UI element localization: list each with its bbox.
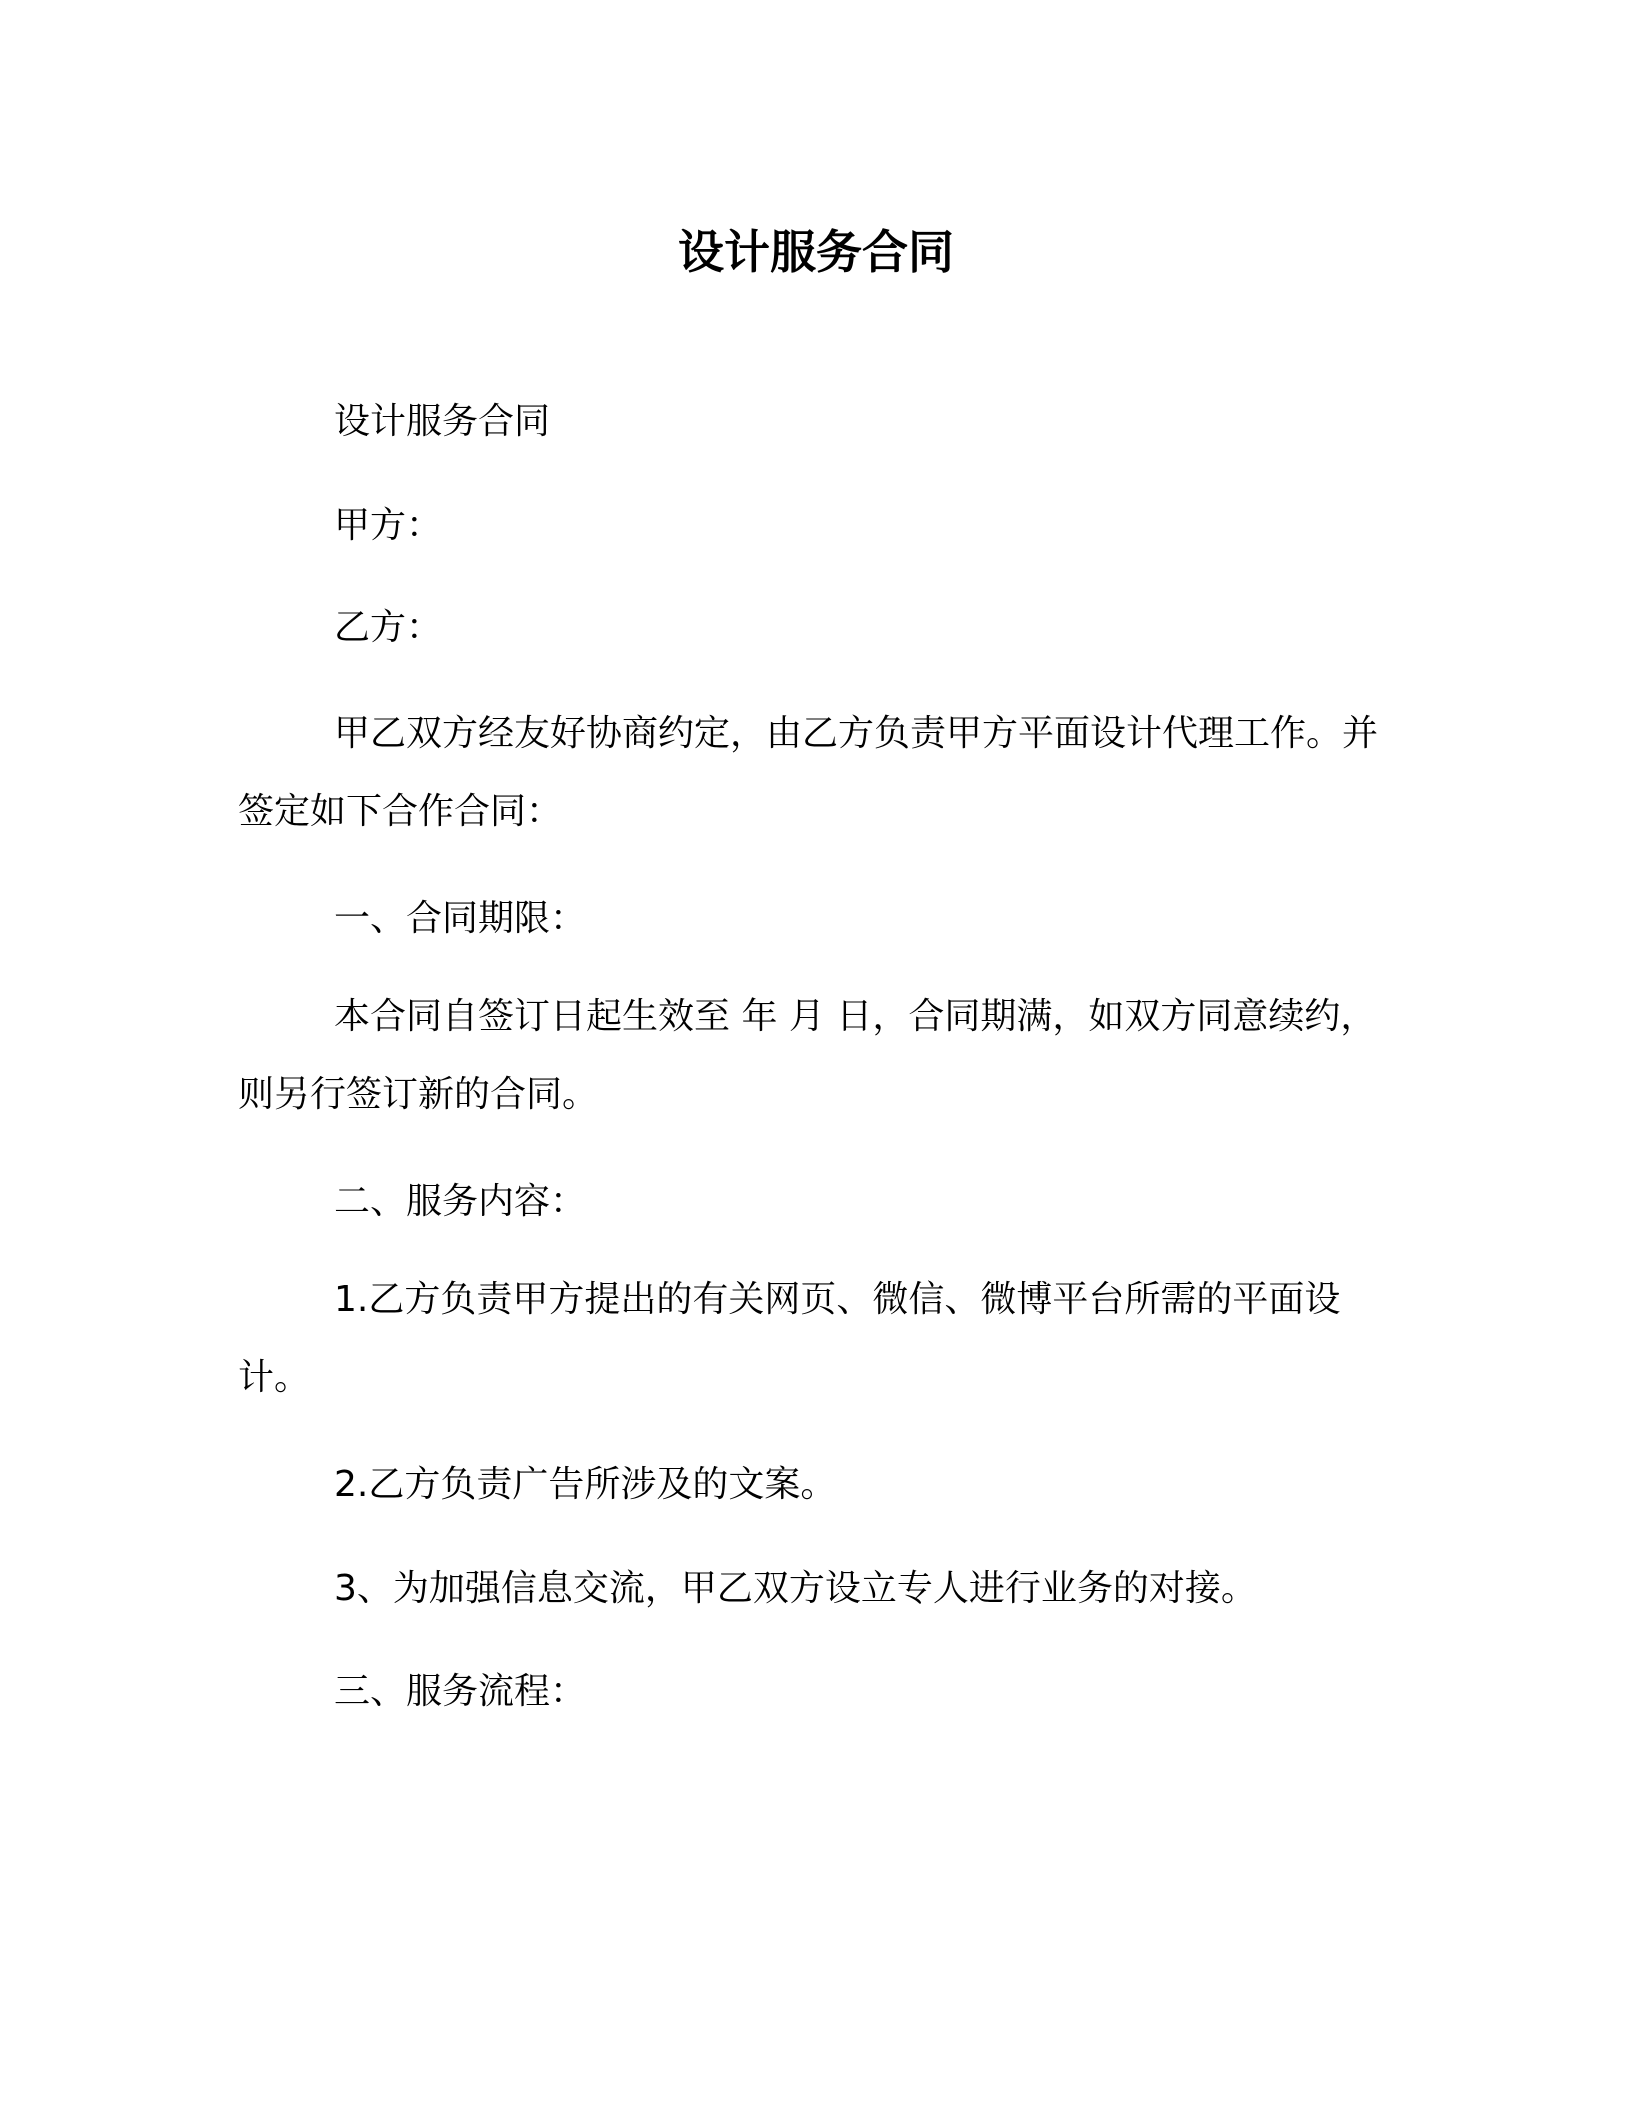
section-heading-term: 一、合同期限： [334, 898, 587, 939]
paragraph-term: 本合同自签订日起生效至 年 月 日，合同期满，如双方同意续约，则另行签订新的合同。 [238, 996, 1377, 1115]
paragraph-party-a: 甲方： [334, 505, 443, 546]
section-heading-services: 二、服务内容： [334, 1181, 587, 1222]
document-title: 设计服务合同 [678, 225, 954, 279]
paragraph-service-1: 1.乙方负责甲方提出的有关网页、微信、微博平台所需的平面设计。 [238, 1279, 1341, 1398]
paragraph-subtitle: 设计服务合同 [334, 401, 551, 442]
section-heading-process: 三、服务流程： [334, 1671, 587, 1712]
paragraph-party-b: 乙方： [334, 607, 443, 648]
paragraph-service-2: 2.乙方负责广告所涉及的文案。 [334, 1464, 837, 1505]
paragraph-intro: 甲乙双方经友好协商约定，由乙方负责甲方平面设计代理工作。并签定如下合作合同： [238, 713, 1379, 832]
paragraph-service-3: 3、为加强信息交流，甲乙双方设立专人进行业务的对接。 [334, 1568, 1257, 1609]
